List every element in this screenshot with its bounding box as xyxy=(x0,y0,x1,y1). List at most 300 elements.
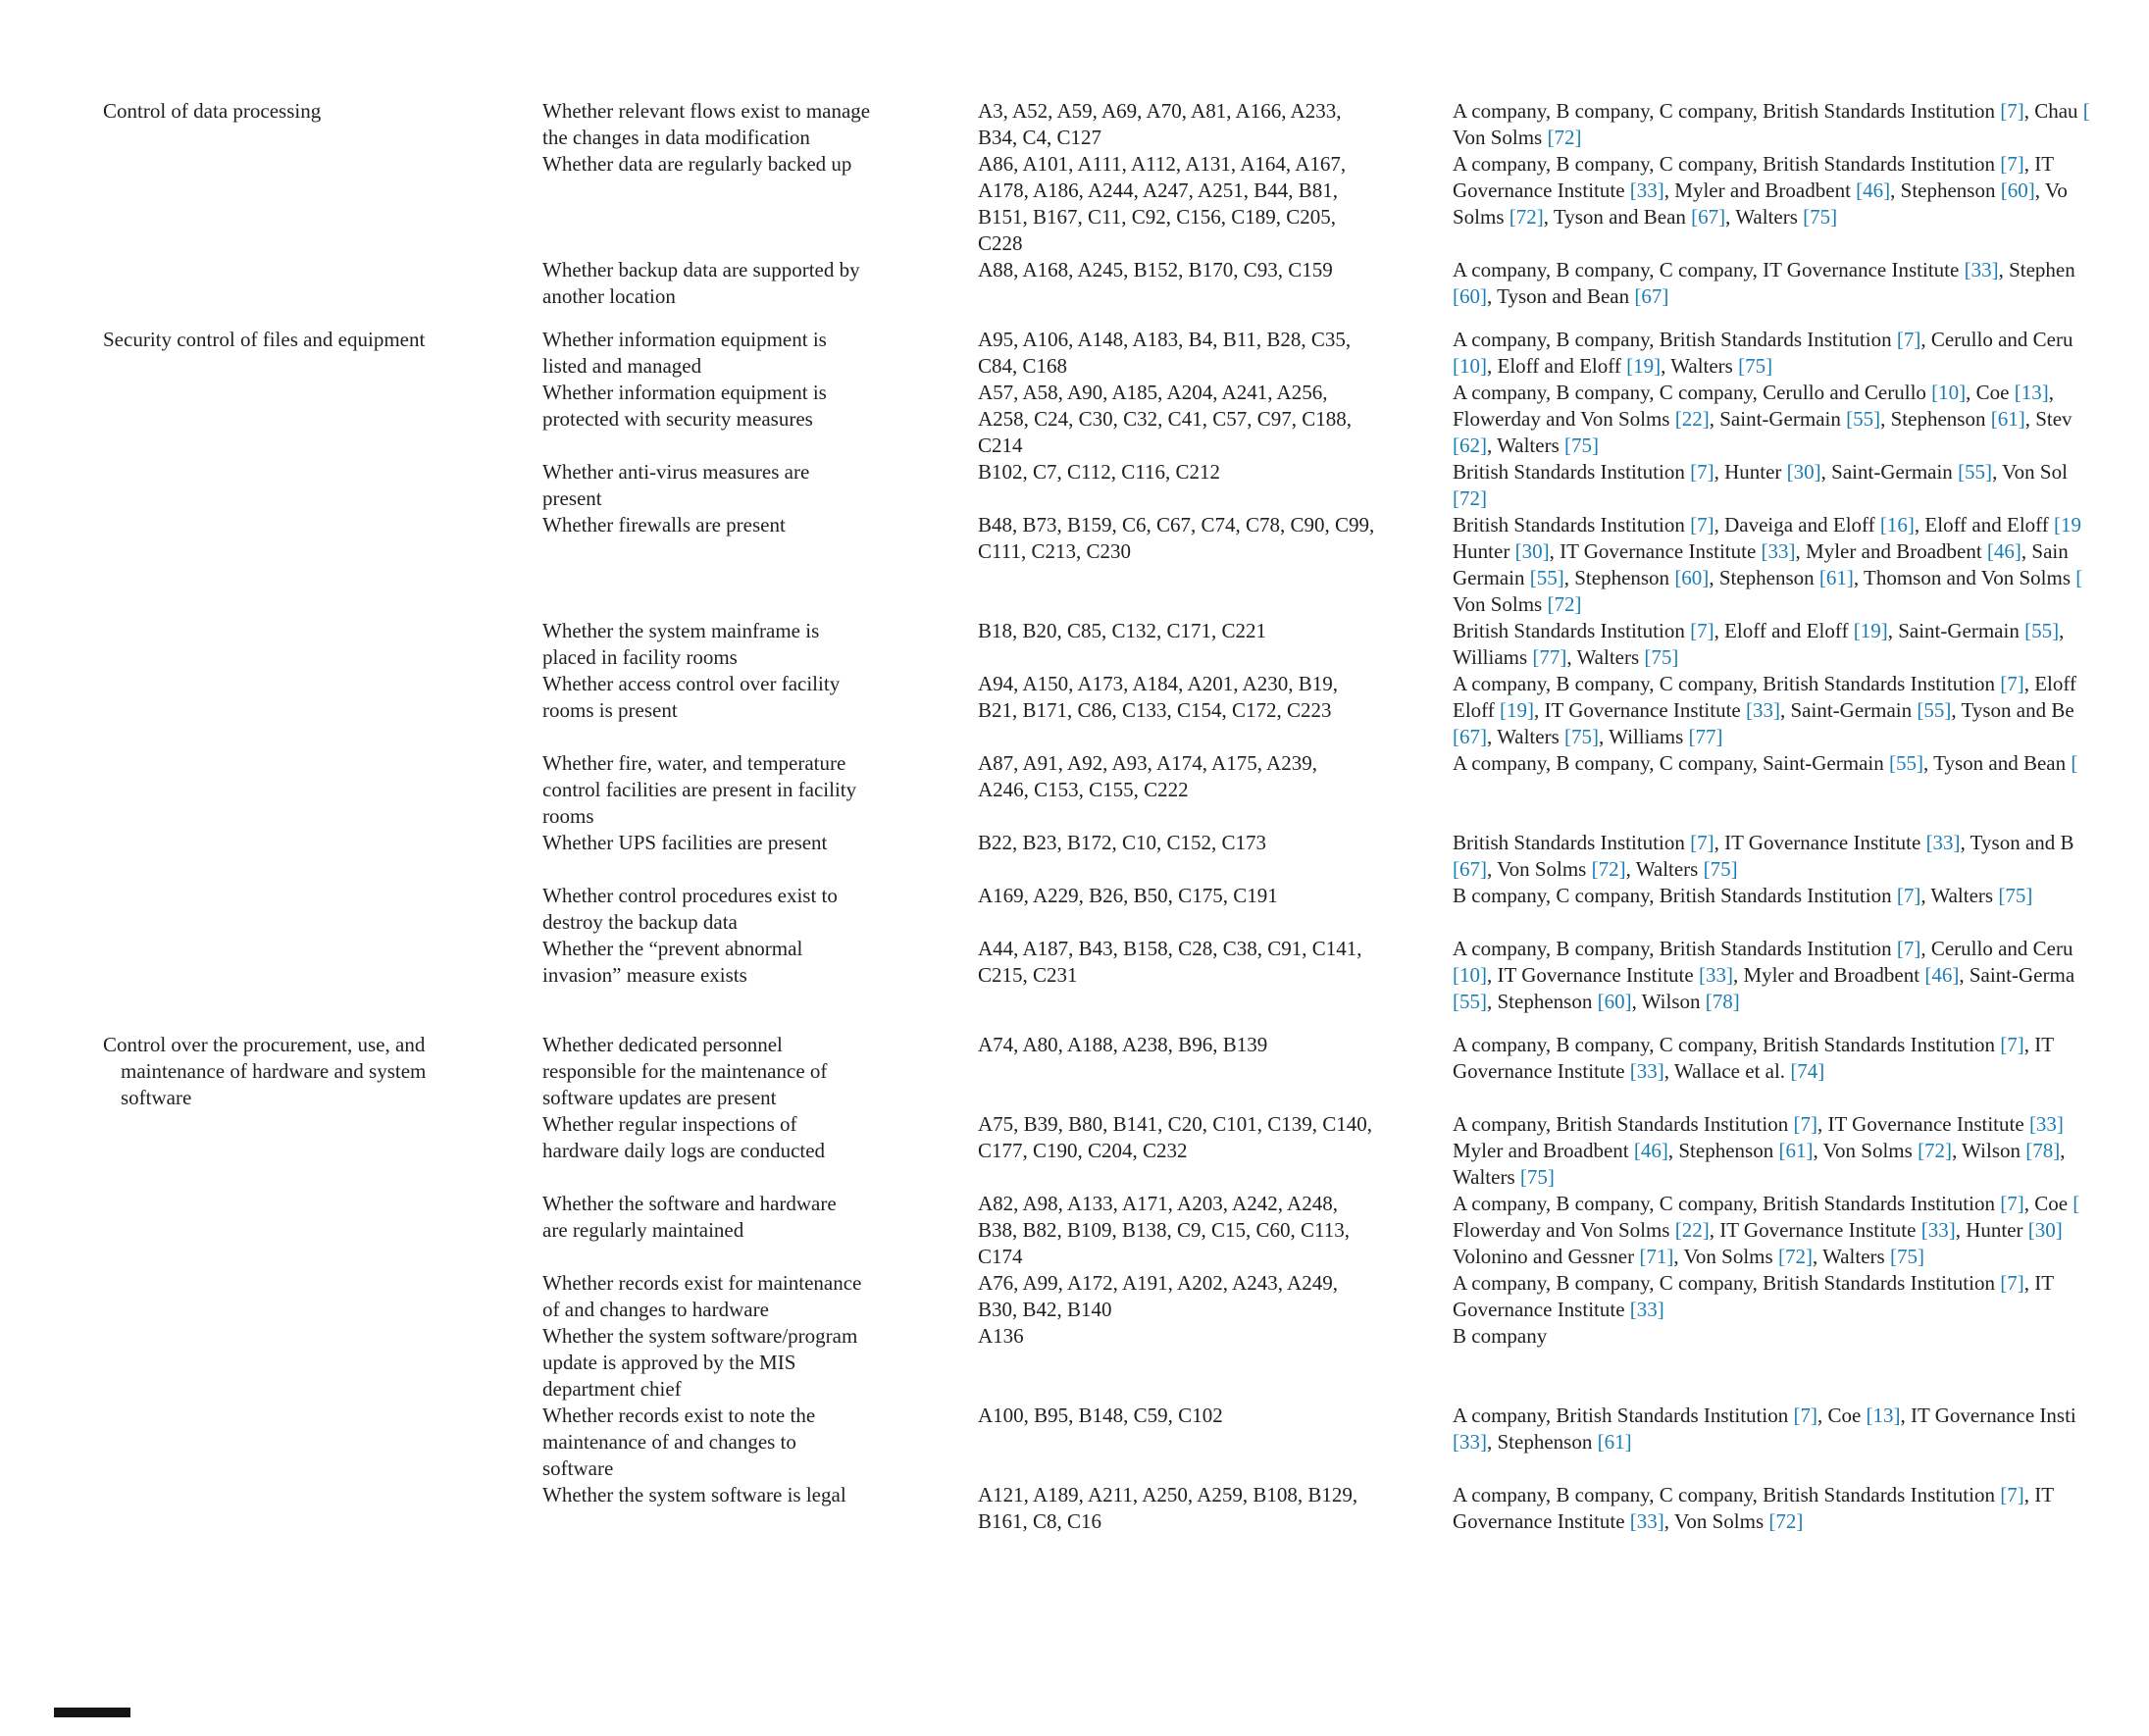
citation-link[interactable]: [30] xyxy=(1786,460,1821,484)
sources-cell xyxy=(1453,327,2149,380)
question-line: Whether access control over facility xyxy=(542,672,841,695)
question-cell xyxy=(542,1482,978,1508)
codes-line: C215, C231 xyxy=(978,963,1078,987)
question-line: Whether the system mainframe is xyxy=(542,619,820,642)
question-cell xyxy=(542,327,978,380)
codes-line: A169, A229, B26, B50, C175, C191 xyxy=(978,884,1278,907)
citation-link[interactable]: [46] xyxy=(1924,963,1960,987)
source-line: Hunter [30], IT Governance Institute [33], Myler and Broadbent [46], Sain xyxy=(1453,539,2069,563)
citation-link[interactable]: [67] xyxy=(1453,725,1487,748)
codes-line: C214 xyxy=(978,434,1023,457)
question-cell xyxy=(542,1032,978,1111)
source-line: B company, C company, British Standards Institution [7], Walters [75] xyxy=(1453,884,2033,907)
question-line: protected with security measures xyxy=(542,407,813,431)
question-line: another location xyxy=(542,284,676,308)
codes-cell xyxy=(978,671,1453,724)
citation-link[interactable]: [71] xyxy=(1639,1245,1674,1268)
question-line: Whether the “prevent abnormal xyxy=(542,937,803,960)
question-line: Whether the system software is legal xyxy=(542,1483,846,1506)
codes-line: A86, A101, A111, A112, A131, A164, A167, xyxy=(978,152,1347,176)
citation-link[interactable]: [75] xyxy=(1703,857,1738,881)
source-line: Governance Institute [33] xyxy=(1453,1298,1664,1321)
citation-link[interactable]: [78] xyxy=(2025,1139,2061,1162)
sources-cell xyxy=(1453,1403,2149,1455)
source-line: [55], Stephenson [60], Wilson [78] xyxy=(1453,990,1740,1013)
citation-link[interactable]: [61] xyxy=(1990,407,2025,431)
citation-link[interactable]: [30] xyxy=(1514,539,1550,563)
codes-cell xyxy=(978,750,1453,803)
sources-cell xyxy=(1453,98,2149,151)
citation-link[interactable]: [7] xyxy=(1690,460,1714,484)
source-line: A company, B company, C company, British Standards Institution [7], IT xyxy=(1453,152,2055,176)
codes-cell xyxy=(978,936,1453,989)
citation-link[interactable]: [55] xyxy=(1917,698,1952,722)
citation-link[interactable]: [ xyxy=(2082,99,2090,123)
citation-link[interactable]: [55] xyxy=(1529,566,1564,589)
citation-link[interactable]: [33] xyxy=(2028,1112,2064,1136)
category-cell xyxy=(103,98,542,125)
sources-cell xyxy=(1453,1482,2149,1535)
question-line: placed in facility rooms xyxy=(542,645,738,669)
citation-link[interactable]: [75] xyxy=(1519,1165,1555,1189)
table-row xyxy=(542,512,2149,618)
question-line: Whether backup data are supported by xyxy=(542,258,860,281)
table-row xyxy=(542,618,2149,671)
source-line: British Standards Institution [7], Hunter [30], Saint-Germain [55], Von Sol xyxy=(1453,460,2068,484)
citation-link[interactable]: [19] xyxy=(1626,354,1662,378)
citation-link[interactable]: [7] xyxy=(1793,1112,1817,1136)
category-line: Control of data processing xyxy=(103,99,322,123)
citation-link[interactable]: [67] xyxy=(1634,284,1669,308)
citation-link[interactable]: [72] xyxy=(1768,1509,1804,1533)
citation-link[interactable]: [10] xyxy=(1931,381,1967,404)
citation-link[interactable]: [ xyxy=(2072,1192,2080,1215)
category-line: Security control of files and equipment xyxy=(103,328,426,351)
codes-line: A3, A52, A59, A69, A70, A81, A166, A233, xyxy=(978,99,1342,123)
codes-line: A44, A187, B43, B158, C28, C38, C91, C141, xyxy=(978,937,1362,960)
question-line: Whether data are regularly backed up xyxy=(542,152,852,176)
citation-link[interactable]: [7] xyxy=(2000,99,2024,123)
citation-link[interactable]: [22] xyxy=(1674,407,1710,431)
codes-line: A75, B39, B80, B141, C20, C101, C139, C140, xyxy=(978,1112,1372,1136)
question-line: Whether firewalls are present xyxy=(542,513,786,536)
source-line: Governance Institute [33], Wallace et al. [74] xyxy=(1453,1059,1825,1083)
citation-link[interactable]: [10] xyxy=(1453,354,1487,378)
table-row xyxy=(542,671,2149,750)
question-line: Whether control procedures exist to xyxy=(542,884,838,907)
table-row xyxy=(542,1403,2149,1482)
citation-link[interactable]: [33] xyxy=(1629,1509,1664,1533)
citation-link[interactable]: [33] xyxy=(1920,1218,1956,1242)
codes-cell xyxy=(978,1191,1453,1270)
citation-link[interactable]: [10] xyxy=(1453,963,1487,987)
codes-line: A88, A168, A245, B152, B170, C93, C159 xyxy=(978,258,1333,281)
codes-line: A76, A99, A172, A191, A202, A243, A249, xyxy=(978,1271,1338,1295)
table-row xyxy=(542,1111,2149,1191)
citation-link[interactable]: [30] xyxy=(2027,1218,2063,1242)
codes-line: B102, C7, C112, C116, C212 xyxy=(978,460,1220,484)
question-line: Whether records exist to note the xyxy=(542,1404,816,1427)
table-row xyxy=(542,98,2149,151)
codes-line: A121, A189, A211, A250, A259, B108, B129, xyxy=(978,1483,1358,1506)
citation-link[interactable]: [60] xyxy=(1597,990,1632,1013)
citation-link[interactable]: [7] xyxy=(2000,672,2024,695)
source-line: Eloff [19], IT Governance Institute [33], Saint-Germain [55], Tyson and Be xyxy=(1453,698,2074,722)
question-line: Whether fire, water, and temperature xyxy=(542,751,846,775)
codes-line: C228 xyxy=(978,231,1023,255)
source-line: [33], Stephenson [61] xyxy=(1453,1430,1632,1454)
sources-cell xyxy=(1453,1191,2149,1270)
sources-cell xyxy=(1453,380,2149,459)
codes-cell xyxy=(978,98,1453,151)
source-line: A company, B company, C company, Saint-Germain [55], Tyson and Bean [ xyxy=(1453,751,2078,775)
codes-line: A57, A58, A90, A185, A204, A241, A256, xyxy=(978,381,1328,404)
citation-link[interactable]: [33] xyxy=(1964,258,1999,281)
question-cell xyxy=(542,459,978,512)
citation-link[interactable]: [72] xyxy=(1547,126,1582,149)
source-line: A company, B company, British Standards Institution [7], Cerullo and Ceru xyxy=(1453,937,2073,960)
source-line: Germain [55], Stephenson [60], Stephenson [61], Thomson and Von Solms [ xyxy=(1453,566,2083,589)
question-line: hardware daily logs are conducted xyxy=(542,1139,826,1162)
citation-link[interactable]: [72] xyxy=(1777,1245,1813,1268)
source-line: A company, B company, C company, British Standards Institution [7], Chau [ xyxy=(1453,99,2090,123)
codes-cell xyxy=(978,459,1453,485)
codes-line: A87, A91, A92, A93, A174, A175, A239, xyxy=(978,751,1317,775)
category-line: maintenance of hardware and system xyxy=(121,1059,427,1083)
table-row xyxy=(542,1032,2149,1111)
codes-cell xyxy=(978,151,1453,257)
question-cell xyxy=(542,671,978,724)
question-line: software xyxy=(542,1456,614,1480)
table-row xyxy=(542,459,2149,512)
citation-link[interactable]: [61] xyxy=(1597,1430,1632,1454)
question-line: destroy the backup data xyxy=(542,910,738,934)
source-line: A company, British Standards Institution [7], Coe [13], IT Governance Insti xyxy=(1453,1404,2076,1427)
group-rows xyxy=(542,1032,2149,1535)
citation-link[interactable]: [61] xyxy=(1818,566,1854,589)
paper-table xyxy=(103,98,2149,1535)
codes-cell xyxy=(978,327,1453,380)
question-line: present xyxy=(542,486,602,510)
source-line: A company, B company, C company, Cerullo and Cerullo [10], Coe [13], xyxy=(1453,381,2054,404)
codes-line: C174 xyxy=(978,1245,1023,1268)
page-edge-mark xyxy=(54,1708,130,1717)
question-line: invasion” measure exists xyxy=(542,963,747,987)
question-line: Whether information equipment is xyxy=(542,328,827,351)
citation-link[interactable]: [72] xyxy=(1509,205,1544,229)
citation-link[interactable]: [33] xyxy=(1629,1059,1664,1083)
table-row xyxy=(542,151,2149,257)
table-row xyxy=(542,1191,2149,1270)
citation-link[interactable]: [60] xyxy=(1674,566,1710,589)
table-group xyxy=(103,1032,2149,1535)
source-line: Governance Institute [33], Myler and Broadbent [46], Stephenson [60], Vo xyxy=(1453,179,2068,202)
question-cell xyxy=(542,830,978,856)
question-line: Whether regular inspections of xyxy=(542,1112,797,1136)
citation-link[interactable]: [72] xyxy=(1547,592,1582,616)
question-cell xyxy=(542,1323,978,1403)
source-line: [10], Eloff and Eloff [19], Walters [75] xyxy=(1453,354,1773,378)
sources-cell xyxy=(1453,750,2149,777)
source-line: [62], Walters [75] xyxy=(1453,434,1599,457)
codes-line: B161, C8, C16 xyxy=(978,1509,1102,1533)
question-line: rooms is present xyxy=(542,698,678,722)
source-line: A company, B company, C company, British Standards Institution [7], IT xyxy=(1453,1271,2055,1295)
codes-cell xyxy=(978,830,1453,856)
source-line: Solms [72], Tyson and Bean [67], Walters [75] xyxy=(1453,205,1838,229)
source-line: [67], Von Solms [72], Walters [75] xyxy=(1453,857,1738,881)
citation-link[interactable]: [16] xyxy=(1879,513,1915,536)
question-line: Whether UPS facilities are present xyxy=(542,831,828,854)
citation-link[interactable]: [46] xyxy=(1986,539,2021,563)
question-line: Whether records exist for maintenance xyxy=(542,1271,862,1295)
question-cell xyxy=(542,257,978,310)
sources-cell xyxy=(1453,1270,2149,1323)
codes-cell xyxy=(978,1111,1453,1164)
sources-cell xyxy=(1453,257,2149,310)
citation-link[interactable]: [55] xyxy=(1453,990,1487,1013)
question-line: Whether the software and hardware xyxy=(542,1192,837,1215)
citation-link[interactable]: [77] xyxy=(1532,645,1567,669)
question-cell xyxy=(542,883,978,936)
codes-line: B48, B73, B159, C6, C67, C74, C78, C90, C99, xyxy=(978,513,1375,536)
question-line: Whether anti-virus measures are xyxy=(542,460,810,484)
question-line: maintenance of and changes to xyxy=(542,1430,796,1454)
codes-line: A82, A98, A133, A171, A203, A242, A248, xyxy=(978,1192,1338,1215)
citation-link[interactable]: [75] xyxy=(1803,205,1838,229)
sources-cell xyxy=(1453,459,2149,512)
source-line: A company, British Standards Institution [7], IT Governance Institute [33] xyxy=(1453,1112,2064,1136)
citation-link[interactable]: [72] xyxy=(1591,857,1626,881)
codes-cell xyxy=(978,1323,1453,1350)
source-line: British Standards Institution [7], IT Governance Institute [33], Tyson and B xyxy=(1453,831,2074,854)
citation-link[interactable]: [55] xyxy=(1889,751,1923,775)
source-line: [60], Tyson and Bean [67] xyxy=(1453,284,1669,308)
citation-link[interactable]: [55] xyxy=(2024,619,2060,642)
table-group xyxy=(103,98,2149,310)
codes-cell xyxy=(978,1270,1453,1323)
citation-link[interactable]: [78] xyxy=(1705,990,1740,1013)
citation-link[interactable]: [46] xyxy=(1856,179,1891,202)
source-line: A company, B company, C company, British Standards Institution [7], Eloff xyxy=(1453,672,2076,695)
citation-link[interactable]: [22] xyxy=(1674,1218,1710,1242)
citation-link[interactable]: [61] xyxy=(1778,1139,1814,1162)
citation-link[interactable]: [60] xyxy=(2000,179,2035,202)
citation-link[interactable]: [7] xyxy=(1690,619,1714,642)
codes-cell xyxy=(978,618,1453,644)
sources-cell xyxy=(1453,671,2149,750)
source-line: A company, B company, C company, IT Governance Institute [33], Stephen xyxy=(1453,258,2075,281)
citation-link[interactable]: [7] xyxy=(1793,1404,1817,1427)
question-line: Whether information equipment is xyxy=(542,381,827,404)
sources-cell xyxy=(1453,1323,2149,1350)
source-line: Volonino and Gessner [71], Von Solms [72], Walters [75] xyxy=(1453,1245,1924,1268)
citation-link[interactable]: [ xyxy=(2071,751,2078,775)
citation-link[interactable]: [75] xyxy=(1889,1245,1924,1268)
category-line: software xyxy=(121,1086,192,1109)
citation-link[interactable]: [19] xyxy=(1853,619,1888,642)
sources-cell xyxy=(1453,883,2149,909)
question-cell xyxy=(542,512,978,538)
source-line: A company, B company, C company, British Standards Institution [7], Coe [ xyxy=(1453,1192,2080,1215)
codes-line: B38, B82, B109, B138, C9, C15, C60, C113, xyxy=(978,1218,1351,1242)
table-row xyxy=(542,257,2149,310)
category-cell xyxy=(103,327,542,353)
codes-line: A95, A106, A148, A183, B4, B11, B28, C35, xyxy=(978,328,1352,351)
citation-link[interactable]: [33] xyxy=(1698,963,1733,987)
citation-link[interactable]: [33] xyxy=(1453,1430,1487,1454)
citation-link[interactable]: [60] xyxy=(1453,284,1487,308)
table-row xyxy=(542,830,2149,883)
codes-line: A246, C153, C155, C222 xyxy=(978,778,1189,801)
source-line: [10], IT Governance Institute [33], Myler and Broadbent [46], Saint-Germa xyxy=(1453,963,2075,987)
source-line: Myler and Broadbent [46], Stephenson [61], Von Solms [72], Wilson [78], xyxy=(1453,1139,2066,1162)
question-cell xyxy=(542,1403,978,1482)
citation-link[interactable]: [33] xyxy=(1746,698,1780,722)
citation-link[interactable]: [7] xyxy=(1690,831,1714,854)
codes-line: B18, B20, C85, C132, C171, C221 xyxy=(978,619,1267,642)
codes-cell xyxy=(978,380,1453,459)
codes-cell xyxy=(978,1032,1453,1058)
category-line: Control over the procurement, use, and xyxy=(103,1033,426,1056)
table-row xyxy=(542,1482,2149,1535)
table-group xyxy=(103,327,2149,1015)
codes-line: B34, C4, C127 xyxy=(978,126,1102,149)
source-line: Walters [75] xyxy=(1453,1165,1555,1189)
citation-link[interactable]: [7] xyxy=(2000,1483,2024,1506)
question-line: Whether relevant flows exist to manage xyxy=(542,99,871,123)
citation-link[interactable]: [55] xyxy=(1846,407,1881,431)
citation-link[interactable]: [13] xyxy=(1866,1404,1901,1427)
question-cell xyxy=(542,750,978,830)
codes-cell xyxy=(978,883,1453,909)
citation-link[interactable]: [7] xyxy=(2000,152,2024,176)
citation-link[interactable]: [62] xyxy=(1453,434,1487,457)
citation-link[interactable]: [33] xyxy=(1629,179,1664,202)
citation-link[interactable]: [67] xyxy=(1453,857,1487,881)
citation-link[interactable]: [33] xyxy=(1925,831,1961,854)
question-cell xyxy=(542,1111,978,1164)
group-rows xyxy=(542,98,2149,310)
question-line: Whether dedicated personnel xyxy=(542,1033,783,1056)
codes-line: B151, B167, C11, C92, C156, C189, C205, xyxy=(978,205,1337,229)
sources-cell xyxy=(1453,1032,2149,1085)
citation-link[interactable]: [74] xyxy=(1790,1059,1825,1083)
citation-link[interactable]: [13] xyxy=(2014,381,2049,404)
source-line: Williams [77], Walters [75] xyxy=(1453,645,1679,669)
citation-link[interactable]: [75] xyxy=(1564,725,1599,748)
source-line: B company xyxy=(1453,1324,1548,1348)
citation-link[interactable]: [72] xyxy=(1918,1139,1953,1162)
table-row xyxy=(542,750,2149,830)
citation-link[interactable]: [7] xyxy=(1896,937,1921,960)
source-line: British Standards Institution [7], Eloff and Eloff [19], Saint-Germain [55], xyxy=(1453,619,2065,642)
question-line: Whether the system software/program xyxy=(542,1324,858,1348)
table-row xyxy=(542,936,2149,1015)
sources-cell xyxy=(1453,830,2149,883)
question-line: control facilities are present in facility xyxy=(542,778,857,801)
sources-cell xyxy=(1453,512,2149,618)
question-cell xyxy=(542,380,978,433)
table-row xyxy=(542,327,2149,380)
citation-link[interactable]: [75] xyxy=(1644,645,1679,669)
citation-link[interactable]: [7] xyxy=(1690,513,1714,536)
codes-line: A94, A150, A173, A184, A201, A230, B19, xyxy=(978,672,1338,695)
question-line: rooms xyxy=(542,804,594,828)
citation-link[interactable]: [7] xyxy=(1896,328,1921,351)
codes-line: C111, C213, C230 xyxy=(978,539,1131,563)
question-line: of and changes to hardware xyxy=(542,1298,769,1321)
citation-link[interactable]: [67] xyxy=(1691,205,1726,229)
citation-link[interactable]: [19] xyxy=(1500,698,1535,722)
citation-link[interactable]: [46] xyxy=(1633,1139,1668,1162)
citation-link[interactable]: [7] xyxy=(2000,1271,2024,1295)
question-cell xyxy=(542,936,978,989)
question-line: listed and managed xyxy=(542,354,702,378)
table-row xyxy=(542,1270,2149,1323)
citation-link[interactable]: [7] xyxy=(1896,884,1921,907)
source-line: [67], Walters [75], Williams [77] xyxy=(1453,725,1723,748)
question-line: software updates are present xyxy=(542,1086,777,1109)
citation-link[interactable]: [7] xyxy=(2000,1192,2024,1215)
sources-cell xyxy=(1453,936,2149,1015)
citation-link[interactable]: [77] xyxy=(1688,725,1723,748)
table-row xyxy=(542,380,2149,459)
question-line: responsible for the maintenance of xyxy=(542,1059,828,1083)
citation-link[interactable]: [19 xyxy=(2054,513,2082,536)
question-cell xyxy=(542,618,978,671)
category-cell xyxy=(103,1032,542,1111)
sources-cell xyxy=(1453,151,2149,230)
citation-link[interactable]: [33] xyxy=(1761,539,1796,563)
sources-cell xyxy=(1453,1111,2149,1191)
sources-cell xyxy=(1453,618,2149,671)
source-line: A company, B company, British Standards Institution [7], Cerullo and Ceru xyxy=(1453,328,2073,351)
question-cell xyxy=(542,98,978,151)
codes-line: B21, B171, C86, C133, C154, C172, C223 xyxy=(978,698,1332,722)
citation-link[interactable]: [75] xyxy=(1564,434,1599,457)
codes-cell xyxy=(978,257,1453,283)
citation-link[interactable]: [55] xyxy=(1958,460,1993,484)
citation-link[interactable]: [75] xyxy=(1738,354,1773,378)
source-line: Flowerday and Von Solms [22], Saint-Germain [55], Stephenson [61], Stev xyxy=(1453,407,2072,431)
codes-cell xyxy=(978,512,1453,565)
codes-line: A178, A186, A244, A247, A251, B44, B81, xyxy=(978,179,1338,202)
citation-link[interactable]: [75] xyxy=(1998,884,2033,907)
citation-link[interactable]: [72] xyxy=(1453,486,1487,510)
question-line: are regularly maintained xyxy=(542,1218,744,1242)
source-line xyxy=(1453,485,2149,512)
question-line: department chief xyxy=(542,1377,682,1401)
source-line: British Standards Institution [7], Daveiga and Eloff [16], Eloff and Eloff [19 xyxy=(1453,513,2082,536)
source-line: Flowerday and Von Solms [22], IT Governance Institute [33], Hunter [30] xyxy=(1453,1218,2063,1242)
citation-link[interactable]: [ xyxy=(2075,566,2083,589)
codes-line: A74, A80, A188, A238, B96, B139 xyxy=(978,1033,1268,1056)
group-rows xyxy=(542,327,2149,1015)
source-line: Governance Institute [33], Von Solms [72] xyxy=(1453,1509,1804,1533)
source-line: Von Solms [72] xyxy=(1453,592,1582,616)
codes-line: C84, C168 xyxy=(978,354,1068,378)
codes-line: A136 xyxy=(978,1324,1024,1348)
citation-link[interactable]: [7] xyxy=(2000,1033,2024,1056)
question-cell xyxy=(542,1191,978,1244)
citation-link[interactable]: [33] xyxy=(1629,1298,1664,1321)
source-line: Von Solms [72] xyxy=(1453,126,1582,149)
question-cell xyxy=(542,151,978,178)
question-line: the changes in data modification xyxy=(542,126,810,149)
codes-cell xyxy=(978,1403,1453,1429)
codes-line: A258, C24, C30, C32, C41, C57, C97, C188, xyxy=(978,407,1352,431)
